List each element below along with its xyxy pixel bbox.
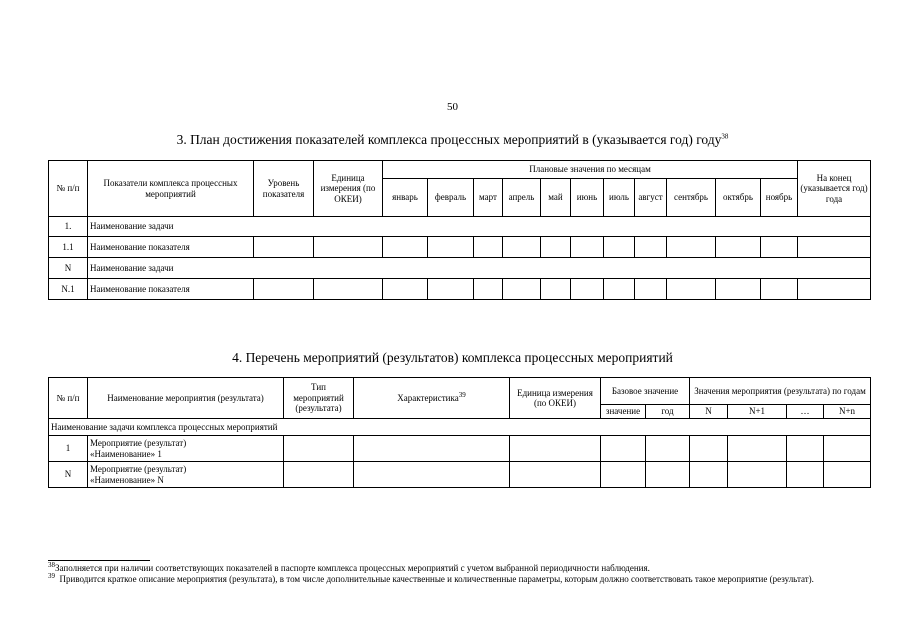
empty-cell	[474, 279, 503, 300]
header-type: Тип мероприятий (результата)	[284, 378, 354, 419]
row-num: N	[49, 258, 88, 279]
empty-cell	[635, 237, 667, 258]
empty-cell	[716, 279, 761, 300]
footnote-ref-39: 39	[458, 390, 466, 399]
empty-cell	[314, 237, 383, 258]
month-header: июль	[604, 179, 635, 217]
empty-cell	[716, 237, 761, 258]
header-characteristic	[354, 378, 510, 419]
footnote-mark: 38	[48, 561, 55, 569]
indicator-name: Наименование показателя	[88, 279, 254, 300]
activity-name	[88, 436, 284, 462]
empty-cell	[787, 436, 824, 462]
empty-cell	[798, 279, 871, 300]
empty-cell	[428, 279, 474, 300]
empty-cell	[383, 279, 428, 300]
section-4-title: 4. Перечень мероприятий (результатов) комплекса процессных мероприятий	[232, 350, 673, 365]
header-num: № п/п	[49, 378, 88, 419]
empty-cell	[510, 462, 601, 488]
empty-cell	[604, 237, 635, 258]
table-row	[49, 279, 871, 300]
footnote-mark: 39	[48, 572, 55, 581]
indicators-plan-table	[48, 160, 871, 300]
month-header: август	[635, 179, 667, 217]
month-header: март	[474, 179, 503, 217]
empty-cell	[787, 462, 824, 488]
activities-table	[48, 377, 871, 488]
header-values-by-year: Значения мероприятия (результата) по годам	[690, 378, 871, 405]
empty-cell	[646, 436, 690, 462]
table-row	[49, 237, 871, 258]
header-activity-name: Наименование мероприятия (результата)	[88, 378, 284, 419]
empty-cell	[824, 436, 871, 462]
activity-name-line1: Мероприятие (результат)	[90, 464, 187, 475]
header-planned-values: Плановые значения по месяцам	[383, 161, 798, 179]
row-num: N	[49, 462, 88, 488]
empty-cell	[383, 237, 428, 258]
empty-cell	[728, 436, 787, 462]
empty-cell	[354, 462, 510, 488]
row-num: 1.	[49, 217, 88, 237]
empty-cell	[667, 279, 716, 300]
month-header: февраль	[428, 179, 474, 217]
row-num: 1.1	[49, 237, 88, 258]
footnote-ref-38: 38	[721, 132, 729, 141]
empty-cell	[254, 279, 314, 300]
empty-cell	[728, 462, 787, 488]
footnote-text: Заполняется при наличии соответствующих показателей в паспорте комплекса процессных мероприятий с учетом выбранной периодичности наблюдения.	[55, 563, 650, 573]
month-header: ноябрь	[761, 179, 798, 217]
year-header: N+n	[824, 405, 871, 419]
header-end-of-year: На конец (указывается год) года	[798, 161, 871, 217]
header-base-value: Базовое значение	[601, 378, 690, 405]
empty-cell	[354, 436, 510, 462]
activity-name-line1: Мероприятие (результат)	[90, 438, 187, 449]
empty-cell	[314, 279, 383, 300]
page-number: 50	[447, 101, 458, 113]
section-3-title	[0, 132, 905, 148]
empty-cell	[824, 462, 871, 488]
month-header: апрель	[503, 179, 541, 217]
empty-cell	[667, 237, 716, 258]
activity-name	[88, 462, 284, 488]
footnote-38	[48, 563, 870, 574]
footnote-39	[48, 574, 870, 585]
header-num: № п/п	[49, 161, 88, 217]
header-base-value-value: значение	[601, 405, 646, 419]
empty-cell	[571, 237, 604, 258]
header-unit: Единица измерения (по ОКЕИ)	[510, 378, 601, 419]
row-num: N.1	[49, 279, 88, 300]
empty-cell	[690, 436, 728, 462]
table-row	[49, 436, 871, 462]
header-level: Уровень показателя	[254, 161, 314, 217]
table-row	[49, 258, 871, 279]
table-row	[49, 217, 871, 237]
month-header: сентябрь	[667, 179, 716, 217]
year-header: N+1	[728, 405, 787, 419]
header-unit: Единица измерения (по ОКЕИ)	[314, 161, 383, 217]
header-base-value-year: год	[646, 405, 690, 419]
empty-cell	[503, 279, 541, 300]
empty-cell	[541, 237, 571, 258]
month-header: январь	[383, 179, 428, 217]
activity-name-line2: «Наименование» N	[90, 474, 164, 485]
empty-cell	[601, 462, 646, 488]
month-header: июнь	[571, 179, 604, 217]
task-group-row: Наименование задачи комплекса процессных мероприятий	[49, 419, 871, 436]
empty-cell	[510, 436, 601, 462]
month-header: май	[541, 179, 571, 217]
empty-cell	[571, 279, 604, 300]
year-header: …	[787, 405, 824, 419]
footnote-text: Приводится краткое описание мероприятия (результата), в том числе дополнительные качественные и количественные параметры, которым должно соответствовать такое мероприятие (результат).	[59, 574, 814, 585]
empty-cell	[604, 279, 635, 300]
empty-cell	[761, 237, 798, 258]
footnote-separator	[48, 560, 150, 561]
empty-cell	[798, 237, 871, 258]
table-row	[49, 419, 871, 436]
row-num: 1	[49, 436, 88, 462]
empty-cell	[646, 462, 690, 488]
empty-cell	[635, 279, 667, 300]
empty-cell	[690, 462, 728, 488]
empty-cell	[284, 462, 354, 488]
activity-name-line2: «Наименование» 1	[90, 448, 162, 459]
task-name: Наименование задачи	[88, 217, 871, 237]
section-3-title-text: 3. План достижения показателей комплекса процессных мероприятий в (указывается год) году	[176, 132, 722, 147]
month-header: октябрь	[716, 179, 761, 217]
empty-cell	[428, 237, 474, 258]
empty-cell	[541, 279, 571, 300]
header-characteristic-text: Характеристика	[397, 392, 459, 403]
empty-cell	[254, 237, 314, 258]
empty-cell	[284, 436, 354, 462]
indicator-name: Наименование показателя	[88, 237, 254, 258]
table-row	[49, 462, 871, 488]
empty-cell	[474, 237, 503, 258]
header-indicators: Показатели комплекса процессных мероприятий	[88, 161, 254, 217]
empty-cell	[503, 237, 541, 258]
empty-cell	[761, 279, 798, 300]
footnotes	[48, 560, 870, 586]
year-header: N	[690, 405, 728, 419]
empty-cell	[601, 436, 646, 462]
task-name: Наименование задачи	[88, 258, 871, 279]
